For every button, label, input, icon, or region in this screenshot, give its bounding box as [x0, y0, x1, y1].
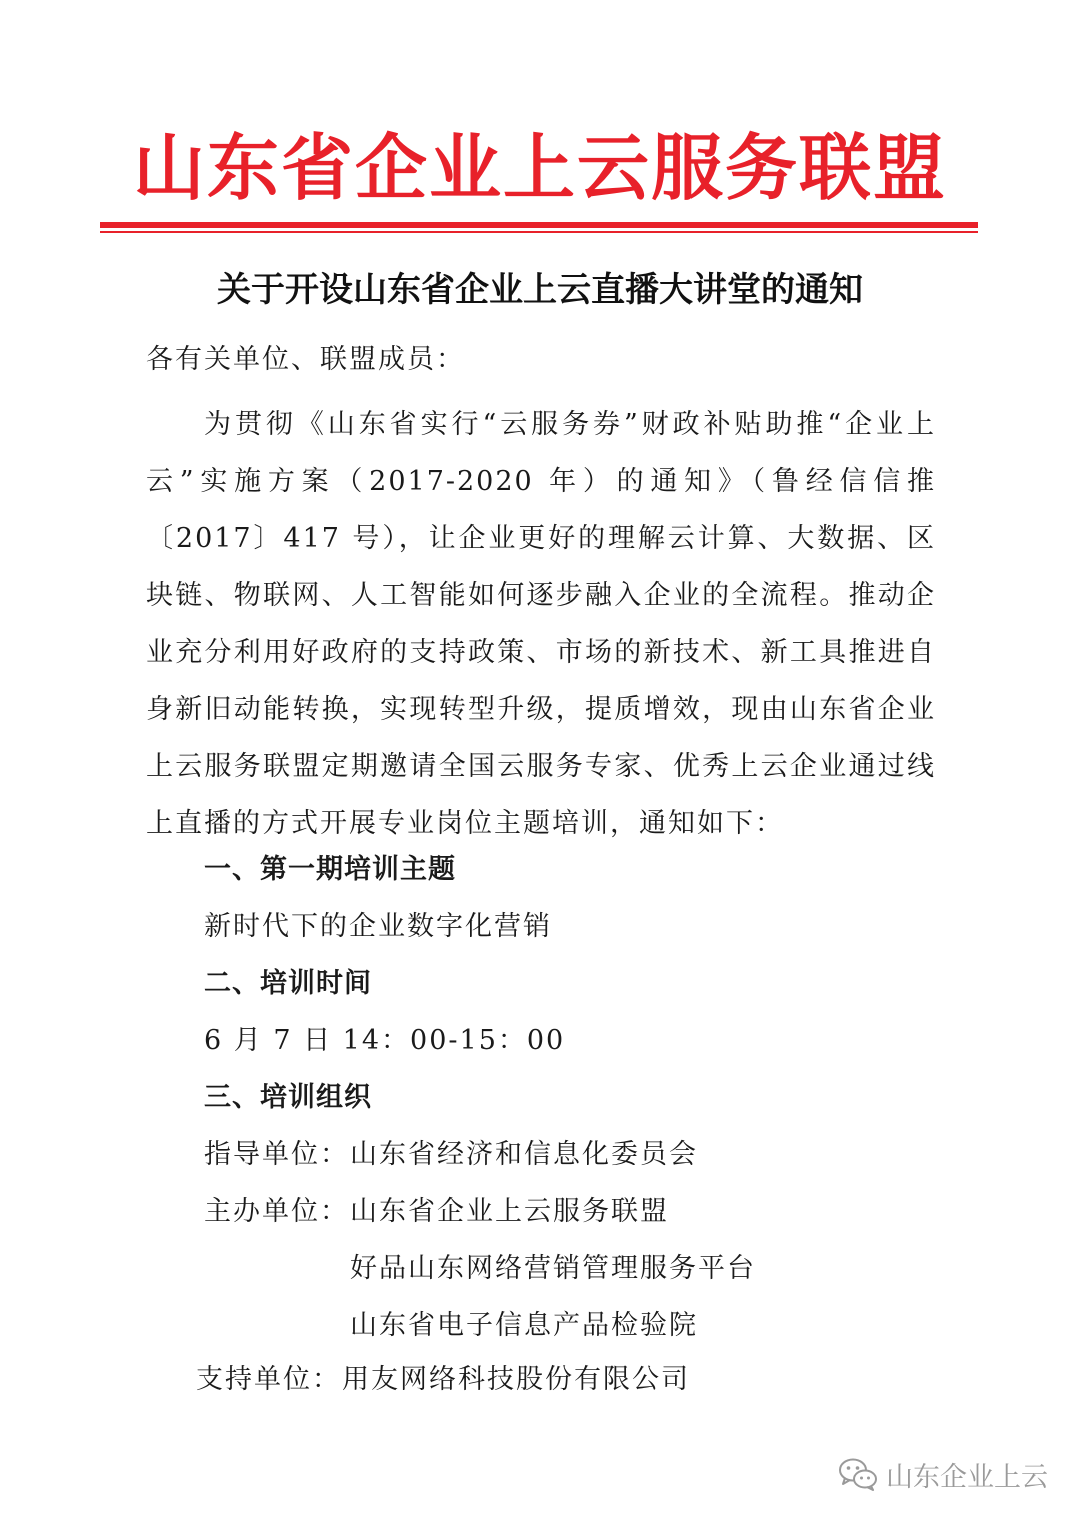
guide-value: 山东省经济和信息化委员会 [350, 1139, 698, 1170]
section-2-content: 6 月 7 日 14：00-15：00 [204, 1025, 566, 1056]
header-rule-thin [100, 231, 978, 233]
host-item: 好品山东网络营销管理服务平台 [350, 1253, 756, 1284]
intro-paragraph: 为贯彻《山东省实行“云服务券”财政补贴助推“企业上云”实施方案（2017-2020 年）的通知》（鲁经信信推〔2017〕417 号），让企业更好的理解云计算、大数据、区块链、物联网、人工智能如何逐步融入企业的全流程。推动企业充分利用好政府的支持政策、市场的新技术、新工具推进自身新旧动能转换，实现转型升级，提质增效，现由山东省企业上云服务联盟定期邀请全国云服务专家、优秀上云企业通过线上直播的方式开展专业岗位主题培训，通知如下： [146, 409, 936, 839]
watermark [838, 1454, 1048, 1494]
section-1-content: 新时代下的企业数字化营销 [204, 911, 552, 942]
section-1-heading: 一、第一期培训主题 [204, 854, 456, 885]
support-value: 用友网络科技股份有限公司 [342, 1364, 690, 1395]
section-3-heading: 三、培训组织 [204, 1082, 372, 1113]
org-header-title: 山东省企业上云服务联盟 [132, 126, 947, 210]
header-rule-thick [100, 222, 978, 228]
section-2-heading: 二、培训时间 [204, 968, 372, 999]
guide-label: 指导单位： [204, 1139, 349, 1170]
wechat-icon [838, 1457, 878, 1491]
watermark-text: 山东企业上云 [886, 1461, 1048, 1493]
host-item: 山东省电子信息产品检验院 [350, 1310, 698, 1341]
salutation: 各有关单位、联盟成员： [146, 344, 465, 375]
support-label: 支持单位： [196, 1364, 341, 1395]
document-title: 关于开设山东省企业上云直播大讲堂的通知 [217, 270, 863, 310]
host-label: 主办单位： [204, 1196, 349, 1227]
host-item: 山东省企业上云服务联盟 [350, 1196, 669, 1227]
